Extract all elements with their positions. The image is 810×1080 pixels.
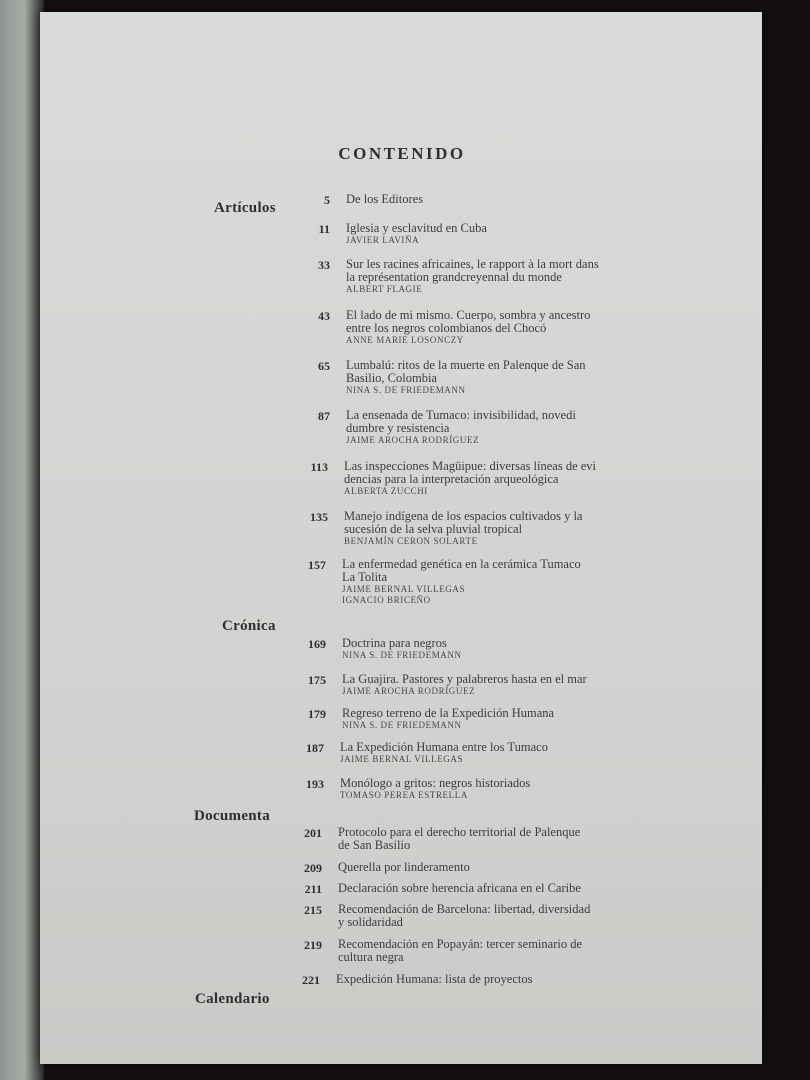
entry-title-line: La Guajira. Pastores y palabreros hasta en el mar xyxy=(342,672,587,686)
section-label: Crónica xyxy=(222,618,276,634)
entry-title-line: La Expedición Humana entre los Tumaco xyxy=(340,740,548,754)
entry-title-line: Iglesia y esclavitud en Cuba xyxy=(346,221,487,235)
entry-title-line: De los Editores xyxy=(346,192,424,206)
page-number: 175 xyxy=(308,673,326,687)
page-number: 113 xyxy=(310,460,328,474)
page-number: 221 xyxy=(302,973,320,987)
entry-body xyxy=(346,309,590,346)
page-number: 43 xyxy=(318,309,330,323)
entry-author: ALBERT FLAGIE xyxy=(346,284,423,294)
entry-title-line: Recomendación de Barcelona: libertad, diversidad xyxy=(338,902,591,916)
page-number: 11 xyxy=(318,222,330,236)
entry-title-line: El lado de mi mismo. Cuerpo, sombra y ancestro xyxy=(346,308,591,322)
page-number: 219 xyxy=(304,938,322,952)
page-number: 65 xyxy=(318,359,330,373)
entry-body xyxy=(346,222,487,246)
page-number: 169 xyxy=(308,637,326,651)
entry-body xyxy=(346,409,576,446)
entry-title-line: y solidaridad xyxy=(338,915,403,929)
entry-body xyxy=(342,707,554,731)
entry-body xyxy=(342,558,581,606)
entry-author: BENJAMÍN CERON SOLARTE xyxy=(344,536,478,546)
entry-title-line: de San Basilio xyxy=(338,838,411,852)
page-number: 211 xyxy=(304,882,322,896)
entry-title-line: cultura negra xyxy=(338,950,404,964)
entry-title-line: Monólogo a gritos: negros historiados xyxy=(340,776,531,790)
entry-body xyxy=(338,861,470,874)
entry-title-line: Declaración sobre herencia africana en el Caribe xyxy=(338,881,581,895)
entry-author: TOMASO PEREA ESTRELLA xyxy=(340,790,468,800)
entry-title-line: Regreso terreno de la Expedición Humana xyxy=(342,706,555,720)
page-number: 201 xyxy=(304,826,322,840)
entry-author: ALBERTA ZUCCHI xyxy=(344,486,428,496)
entry-title-line: entre los negros colombianos del Chocó xyxy=(346,321,547,335)
entry-author: JAIME BERNAL VILLEGAS xyxy=(340,754,464,764)
entry-title-line: Manejo indígena de los espacios cultivados y la xyxy=(344,509,583,523)
entry-title-line: la représentation grandcreyennal du monde xyxy=(346,270,562,284)
entry-author: JAIME AROCHA RODRÍGUEZ xyxy=(342,686,476,696)
entry-title-line: La enfermedad genética en la cerámica Tumaco xyxy=(342,557,581,571)
entry-author: NINA S. DE FRIEDEMANN xyxy=(342,720,462,730)
entry-body xyxy=(340,741,548,765)
section-label: Documenta xyxy=(194,808,271,824)
entry-title-line: Basilio, Colombia xyxy=(346,371,437,385)
entry-body xyxy=(342,673,587,697)
page-number: 5 xyxy=(324,193,330,207)
entry-body xyxy=(338,826,580,852)
entry-author: IGNACIO BRICEÑO xyxy=(342,595,431,605)
section-label: Calendario xyxy=(195,991,270,1007)
entry-title-line: dumbre y resistencia xyxy=(346,421,450,435)
page-number: 209 xyxy=(304,861,322,875)
entry-title-line: La ensenada de Tumaco: invisibilidad, novedi xyxy=(346,408,576,422)
entry-author: JAIME AROCHA RODRÍGUEZ xyxy=(346,435,480,445)
page-number: 215 xyxy=(304,903,322,917)
entry-title-line: Expedición Humana: lista de proyectos xyxy=(336,972,533,986)
page-number: 157 xyxy=(308,558,326,572)
entry-body xyxy=(336,973,532,986)
section-label: Artículos xyxy=(214,200,276,216)
entry-title-line: Sur les racines africaines, le rapport à la mort dans xyxy=(346,257,599,271)
entry-body xyxy=(346,359,586,396)
entry-body xyxy=(338,938,582,964)
page-number: 179 xyxy=(308,707,326,721)
entry-title-line: sucesión de la selva pluvial tropical xyxy=(344,522,523,536)
entry-body xyxy=(342,637,462,661)
entry-title-line: Querella por linderamento xyxy=(338,860,470,874)
entry-author: JAIME BERNAL VILLEGAS xyxy=(342,584,466,594)
page-number: 87 xyxy=(318,409,330,423)
entry-body xyxy=(344,510,582,547)
entry-title-line: Lumbalú: ritos de la muerte en Palenque de San xyxy=(346,358,586,372)
page-number: 193 xyxy=(306,777,324,791)
entry-title-line: La Tolita xyxy=(342,570,388,584)
page-number: 33 xyxy=(318,258,330,272)
entry-title-line: Las inspecciones Magüipue: diversas líneas de evi xyxy=(344,459,597,473)
entry-body xyxy=(344,460,596,497)
entry-body xyxy=(340,777,530,801)
entry-title-line: dencias para la interpretación arqueológica xyxy=(344,472,559,486)
entry-author: ANNE MARIE LOSONCZY xyxy=(346,335,464,345)
page-title: CONTENIDO xyxy=(338,144,466,163)
entry-body xyxy=(338,882,581,895)
page-number: 135 xyxy=(310,510,328,524)
entry-author: JAVIER LAVIÑA xyxy=(346,235,420,245)
entry-author: NINA S. DE FRIEDEMANN xyxy=(342,650,462,660)
entry-title-line: Recomendación en Popayán: tercer seminario de xyxy=(338,937,583,951)
entry-author: NINA S. DE FRIEDEMANN xyxy=(346,385,466,395)
page-number: 187 xyxy=(306,741,324,755)
entry-body xyxy=(346,193,423,206)
entry-title-line: Doctrina para negros xyxy=(342,636,447,650)
entry-title-line: Protocolo para el derecho territorial de Palenque xyxy=(338,825,581,839)
entry-body xyxy=(338,903,590,929)
entry-body xyxy=(346,258,599,295)
